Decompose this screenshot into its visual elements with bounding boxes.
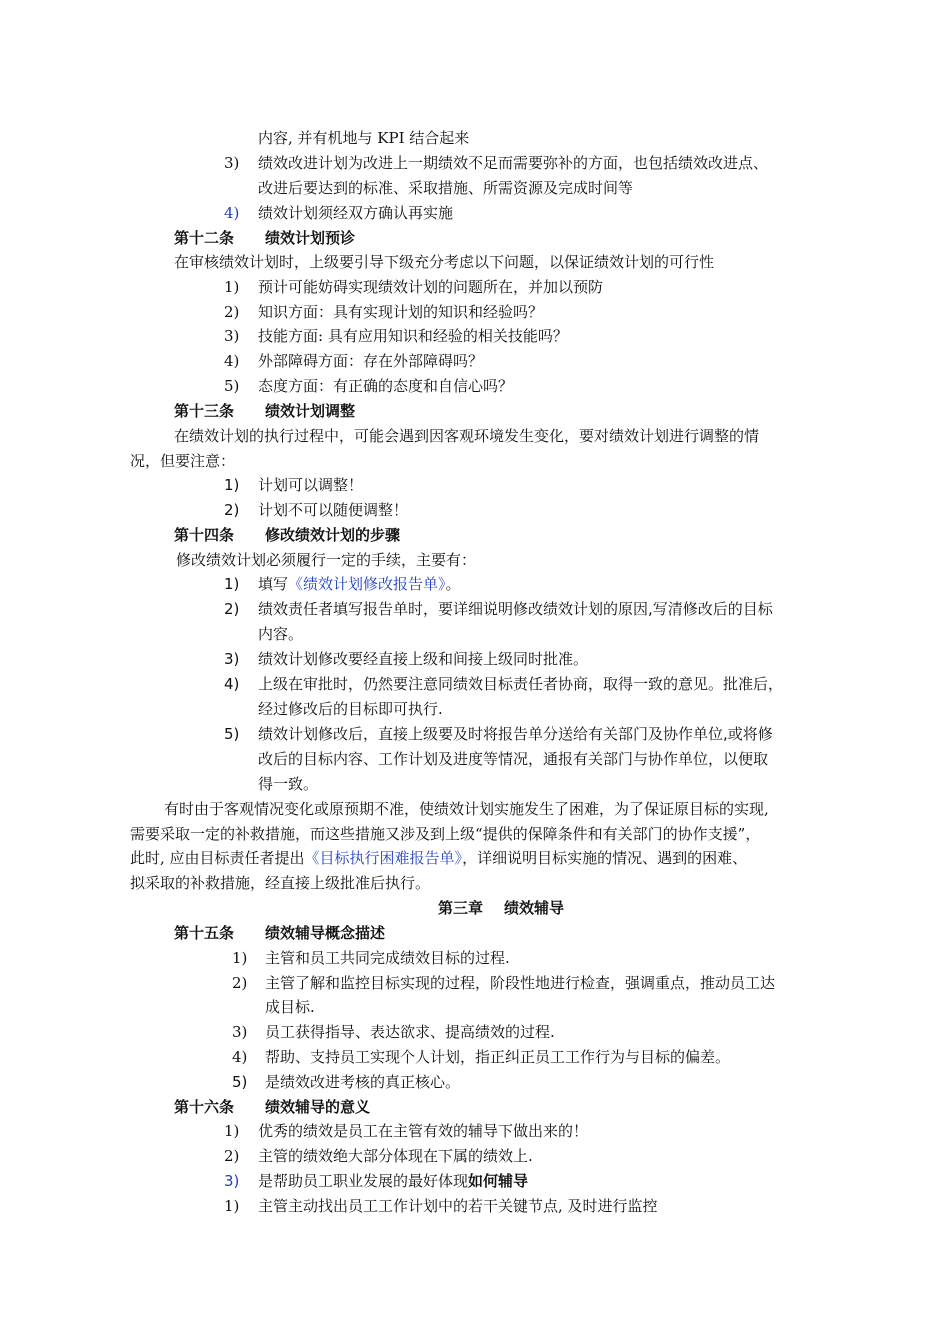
item-number: 5) xyxy=(224,377,240,395)
item-number: 1) xyxy=(224,476,240,494)
item-number: 4) xyxy=(232,1048,248,1066)
item-number: 1) xyxy=(232,949,248,967)
list-item-text: 经过修改后的目标即可执行. xyxy=(258,700,443,718)
article-label: 第十六条 xyxy=(174,1098,235,1116)
list-item-text: 绩效改进计划为改进上一期绩效不足而需要弥补的方面，也包括绩效改进点、 xyxy=(258,154,769,172)
list-item-text: 技能方面: 具有应用知识和经验的相关技能吗？ xyxy=(258,327,568,345)
list-item-text: 绩效计划修改后，直接上级要及时将报告单分送给有关部门及协作单位,或将修 xyxy=(258,725,773,743)
list-item-text: 预计可能妨碍实现绩效计划的问题所在，并加以预防 xyxy=(258,278,604,296)
list-item-text: 绩效计划修改要经直接上级和间接上级同时批准。 xyxy=(258,650,589,668)
article-title: 绩效辅导概念描述 xyxy=(265,924,386,942)
list-item-text: 主管和员工共同完成绩效目标的过程. xyxy=(265,949,510,967)
list-item-text: 是帮助员工职业发展的最好体现 xyxy=(258,1172,469,1190)
list-item-text: 计划不可以随便调整！ xyxy=(258,501,409,519)
item-number: 3) xyxy=(232,1023,248,1041)
list-item-text xyxy=(258,1170,528,1192)
paragraph-line xyxy=(130,847,747,869)
item-number: 1) xyxy=(224,278,240,296)
item-number: 3) xyxy=(224,154,240,172)
item-number: 2) xyxy=(224,501,240,519)
item-number: 2) xyxy=(232,974,248,992)
list-item-text: 。 xyxy=(445,575,461,593)
article-label: 第十四条 xyxy=(174,526,235,544)
item-number: 3) xyxy=(224,327,240,345)
list-item-text: 上级在审批时，仍然要注意同绩效目标责任者协商，取得一致的意见。批准后， xyxy=(258,675,784,693)
article-intro: 在绩效计划的执行过程中，可能会遇到因客观环境发生变化，要对绩效计划进行调整的情 xyxy=(174,427,760,445)
item-number: 3) xyxy=(224,650,240,668)
item-number: 4) xyxy=(224,204,240,222)
item-number: 2) xyxy=(224,600,240,618)
list-item-text: 改后的目标内容、工作计划及进度等情况，通报有关部门与协作单位，以便取 xyxy=(258,750,769,768)
article-label: 第十五条 xyxy=(174,924,235,942)
article-label: 第十二条 xyxy=(174,229,235,247)
form-link-modify-report[interactable]: 《绩效计划修改报告单》 xyxy=(288,575,446,593)
list-item-text xyxy=(258,573,461,595)
list-item-text: 是绩效改进考核的真正核心。 xyxy=(265,1073,461,1091)
item-number: 2) xyxy=(224,303,240,321)
chapter-title: 绩效辅导 xyxy=(504,899,565,917)
article-label: 第十三条 xyxy=(174,402,235,420)
list-item-text: 员工获得指导、表达欲求、提高绩效的过程. xyxy=(265,1023,555,1041)
article-intro: 在审核绩效计划时，上级要引导下级充分考虑以下问题，以保证绩效计划的可行性 xyxy=(174,253,715,271)
paragraph-line: 有时由于客观情况变化或原预期不准，使绩效计划实施发生了困难，为了保证原目标的实现, xyxy=(164,800,769,818)
article-title: 修改绩效计划的步骤 xyxy=(265,526,401,544)
list-item-text: 计划可以调整！ xyxy=(258,476,364,494)
article-title: 绩效计划调整 xyxy=(265,402,356,420)
item-number: 1) xyxy=(224,1197,240,1215)
list-item-text: 外部障碍方面：存在外部障碍吗？ xyxy=(258,352,484,370)
item-number: 5) xyxy=(232,1073,248,1091)
list-item-text: 优秀的绩效是员工在主管有效的辅导下做出来的！ xyxy=(258,1122,589,1140)
list-item-text: 成目标. xyxy=(265,998,315,1016)
item-continuation: 内容, 并有机地与 KPI 结合起来 xyxy=(258,129,470,147)
article-intro: 况，但要注意： xyxy=(130,452,236,470)
article-intro: 修改绩效计划必须履行一定的手续，主要有： xyxy=(176,551,477,569)
list-item-text: 绩效计划须经双方确认再实施 xyxy=(258,204,454,222)
paragraph-text: 此时, 应由目标责任者提出 xyxy=(130,849,305,867)
subheading-inline: 如何辅导 xyxy=(468,1172,529,1190)
paragraph-line: 需要采取一定的补救措施，而这些措施又涉及到上级“提供的保障条件和有关部门的协作支援”， xyxy=(130,825,761,843)
item-number: 5) xyxy=(224,725,240,743)
list-item-text: 主管主动找出员工工作计划中的若干关键节点, 及时进行监控 xyxy=(258,1197,658,1215)
paragraph-text: ，详细说明目标实施的情况、遇到的困难、 xyxy=(462,849,748,867)
list-item-text: 改进后要达到的标准、采取措施、所需资源及完成时间等 xyxy=(258,179,634,197)
item-number: 1) xyxy=(224,1122,240,1140)
list-item-text: 得一致。 xyxy=(258,775,319,793)
article-title: 绩效辅导的意义 xyxy=(265,1098,371,1116)
article-title: 绩效计划预诊 xyxy=(265,229,356,247)
list-item-text: 内容。 xyxy=(258,625,304,643)
item-number: 4) xyxy=(224,675,240,693)
list-item-text: 绩效责任者填写报告单时，要详细说明修改绩效计划的原因,写清修改后的目标 xyxy=(258,600,773,618)
form-link-difficulty-report[interactable]: 《目标执行困难报告单》 xyxy=(304,849,463,867)
list-item-text: 主管了解和监控目标实现的过程，阶段性地进行检查，强调重点，推动员工达 xyxy=(265,974,776,992)
chapter-label: 第三章 xyxy=(438,899,484,917)
item-number: 2) xyxy=(224,1147,240,1165)
item-number: 3) xyxy=(224,1172,240,1190)
list-item-text: 态度方面：有正确的态度和自信心吗？ xyxy=(258,377,514,395)
list-item-text: 帮助、支持员工实现个人计划，指正纠正员工工作行为与目标的偏差。 xyxy=(265,1048,731,1066)
paragraph-line: 拟采取的补救措施，经直接上级批准后执行。 xyxy=(130,874,431,892)
item-number: 1) xyxy=(224,575,240,593)
list-item-text: 主管的绩效绝大部分体现在下属的绩效上. xyxy=(258,1147,533,1165)
list-item-text: 填写 xyxy=(258,575,289,593)
list-item-text: 知识方面：具有实现计划的知识和经验吗？ xyxy=(258,303,544,321)
item-number: 4) xyxy=(224,352,240,370)
